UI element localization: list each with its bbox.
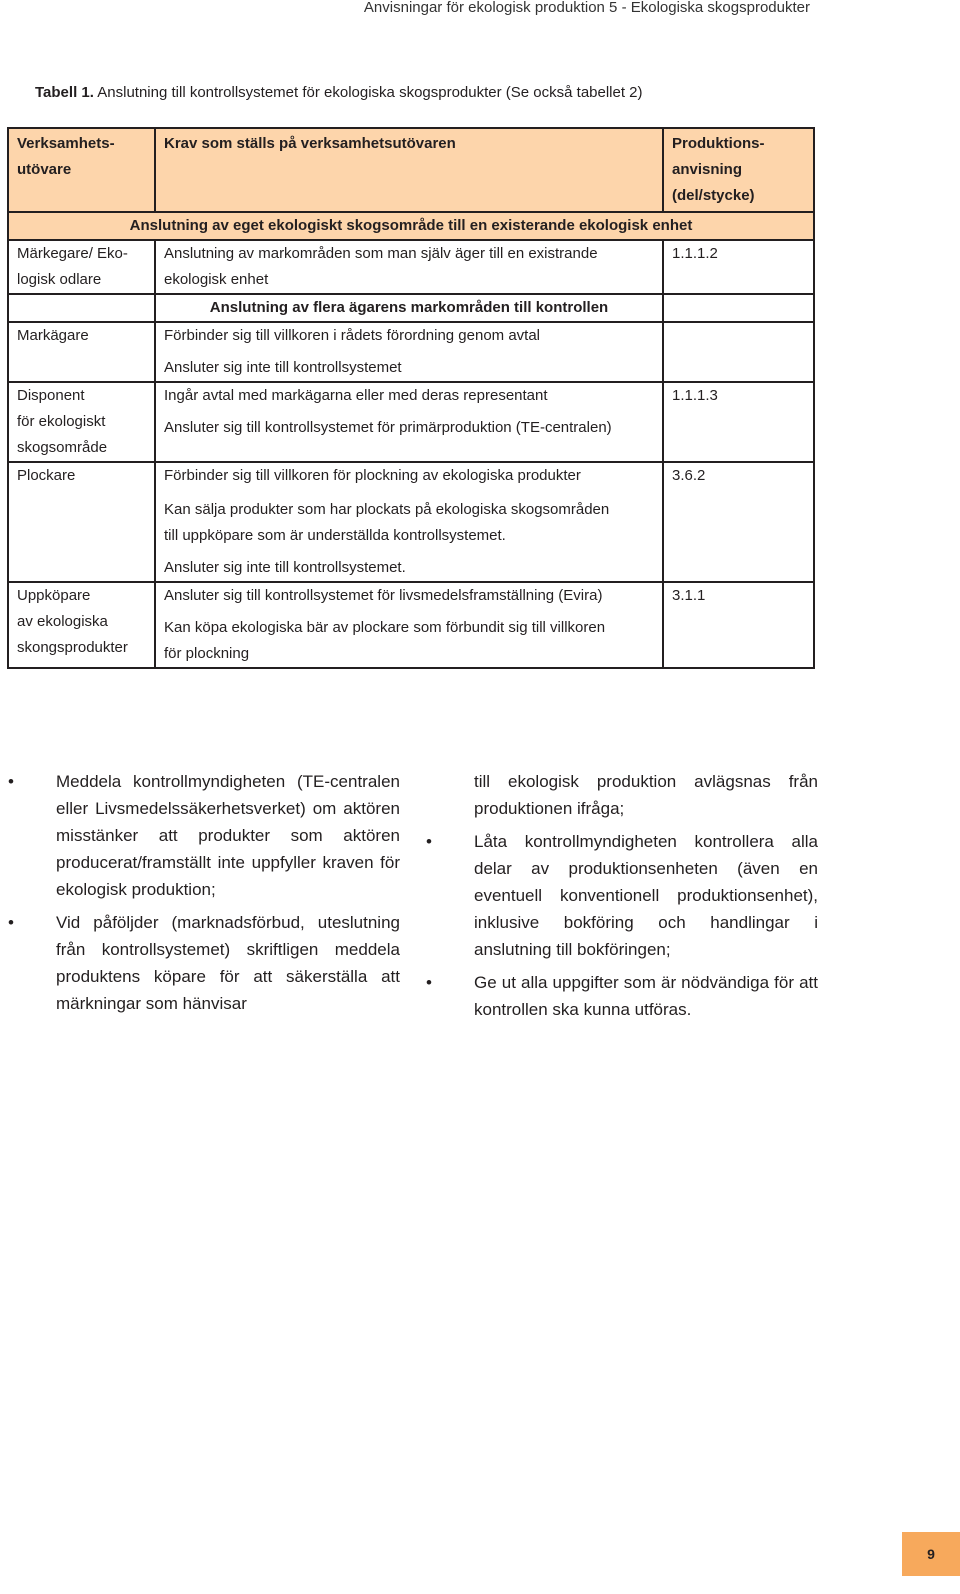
requirement-line: Ansluter sig till kontrollsystemet för livsmedelsframställning (Evira): [164, 587, 603, 604]
row-reference: 3.1.1: [663, 582, 814, 668]
row-requirement: Anslutning av markområden som man själv äger till en existrande ekologisk enhet: [155, 240, 663, 294]
row-actor: Märkegare/ Eko- logisk odlare: [8, 240, 155, 294]
bullet-icon: •: [426, 973, 432, 992]
requirement-line: Ansluter sig till kontrollsystemet för primärproduktion (TE-centralen): [164, 419, 612, 436]
table-row: [8, 382, 814, 462]
list-item-text: Ge ut alla uppgifter som är nödvändiga för att kontrollen ska kunna utföras.: [474, 973, 818, 1019]
list-item: [0, 909, 400, 1017]
row-reference: 1.1.1.3: [663, 382, 814, 462]
header-reference: Produktions- anvisning (del/stycke): [663, 128, 814, 212]
requirement-line: Förbinder sig till villkoren för plockning av ekologiska produkter: [164, 467, 581, 484]
table-row: [8, 322, 814, 382]
list-item: [418, 828, 818, 963]
header-requirements: Krav som ställs på verksamhetsutövaren: [155, 128, 663, 212]
list-item: [418, 969, 818, 1023]
table-caption: [35, 84, 643, 102]
requirement-line: Ingår avtal med markägarna eller med deras representant: [164, 387, 548, 404]
table-section-row: [8, 212, 814, 240]
bullet-icon: •: [8, 772, 14, 791]
requirement-line: Kan köpa ekologiska bär av plockare som förbundit sig till villkoren för plockning: [164, 619, 606, 662]
page-number: 9: [902, 1532, 960, 1576]
list-item-text: Låta kontrollmyndigheten kontrollera alla delar av produktionsenheten (även en eventuell konventionell produktionsenhet), inklusive bokföring och handlingar i anslutning till bokföringen;: [474, 832, 818, 959]
row-reference: 1.1.1.2: [663, 240, 814, 294]
table-subheading-row: [8, 294, 814, 322]
row-reference: [663, 322, 814, 382]
bullet-icon: •: [426, 832, 432, 851]
list-item-continuation: till ekologisk produktion avlägsnas från produktionen ifråga;: [474, 772, 818, 818]
row-actor: Markägare: [8, 322, 155, 382]
bullet-list-right: [418, 768, 818, 1029]
control-system-table: [7, 127, 815, 669]
running-head: Anvisningar för ekologisk produktion 5 - Ekologiska skogsprodukter: [363, 0, 810, 16]
requirement-line: Förbinder sig till villkoren i rådets förordning genom avtal: [164, 327, 541, 344]
row-actor: Uppköpare av ekologiska skongsprodukter: [8, 582, 155, 668]
row-requirements: [155, 382, 663, 462]
row-subheading: Anslutning av flera ägarens markområden till kontrollen: [155, 294, 663, 322]
list-item: [0, 768, 400, 903]
header-actor: Verksamhets- utövare: [8, 128, 155, 212]
table-caption-text: Anslutning till kontrollsystemet för ekologiska skogsprodukter (Se också tabellet 2): [97, 84, 643, 101]
bullet-icon: •: [8, 913, 14, 932]
table-row: [8, 240, 814, 294]
requirement-line: Ansluter sig inte till kontrollsystemet.: [164, 559, 406, 576]
table-row: [8, 582, 814, 668]
row-reference: 3.6.2: [663, 462, 814, 582]
row-requirements: [155, 582, 663, 668]
table-caption-label: Tabell 1.: [35, 84, 94, 101]
row-requirements: [155, 322, 663, 382]
requirement-line: Ansluter sig inte till kontrollsystemet: [164, 359, 402, 376]
row-empty: [663, 294, 814, 322]
row-empty: [8, 294, 155, 322]
requirement-line: Kan sälja produkter som har plockats på ekologiska skogsområden till uppköpare som är underställda kontrollsystemet.: [164, 501, 610, 544]
list-item-text: Meddela kontrollmyndigheten (TE-centralen eller Livsmedelssäkerhetsverket) om aktören misstänker att produkter som aktören producerat/framställt inte uppfyller kraven för ekologisk produktion;: [56, 772, 400, 899]
bullet-list-left: [0, 768, 400, 1023]
section-heading: Anslutning av eget ekologiskt skogsområde till en existerande ekologisk enhet: [8, 212, 814, 240]
table-row: [8, 462, 814, 582]
row-actor: Plockare: [8, 462, 155, 582]
list-item-text: Vid påföljder (marknadsförbud, uteslutning från kontrollsystemet) skriftligen meddela produktens köpare för att säkerställa att märkningar som hänvisar: [56, 913, 400, 1013]
table-header-row: [8, 128, 814, 212]
row-requirements: [155, 462, 663, 582]
row-actor: Disponent för ekologiskt skogsområde: [8, 382, 155, 462]
